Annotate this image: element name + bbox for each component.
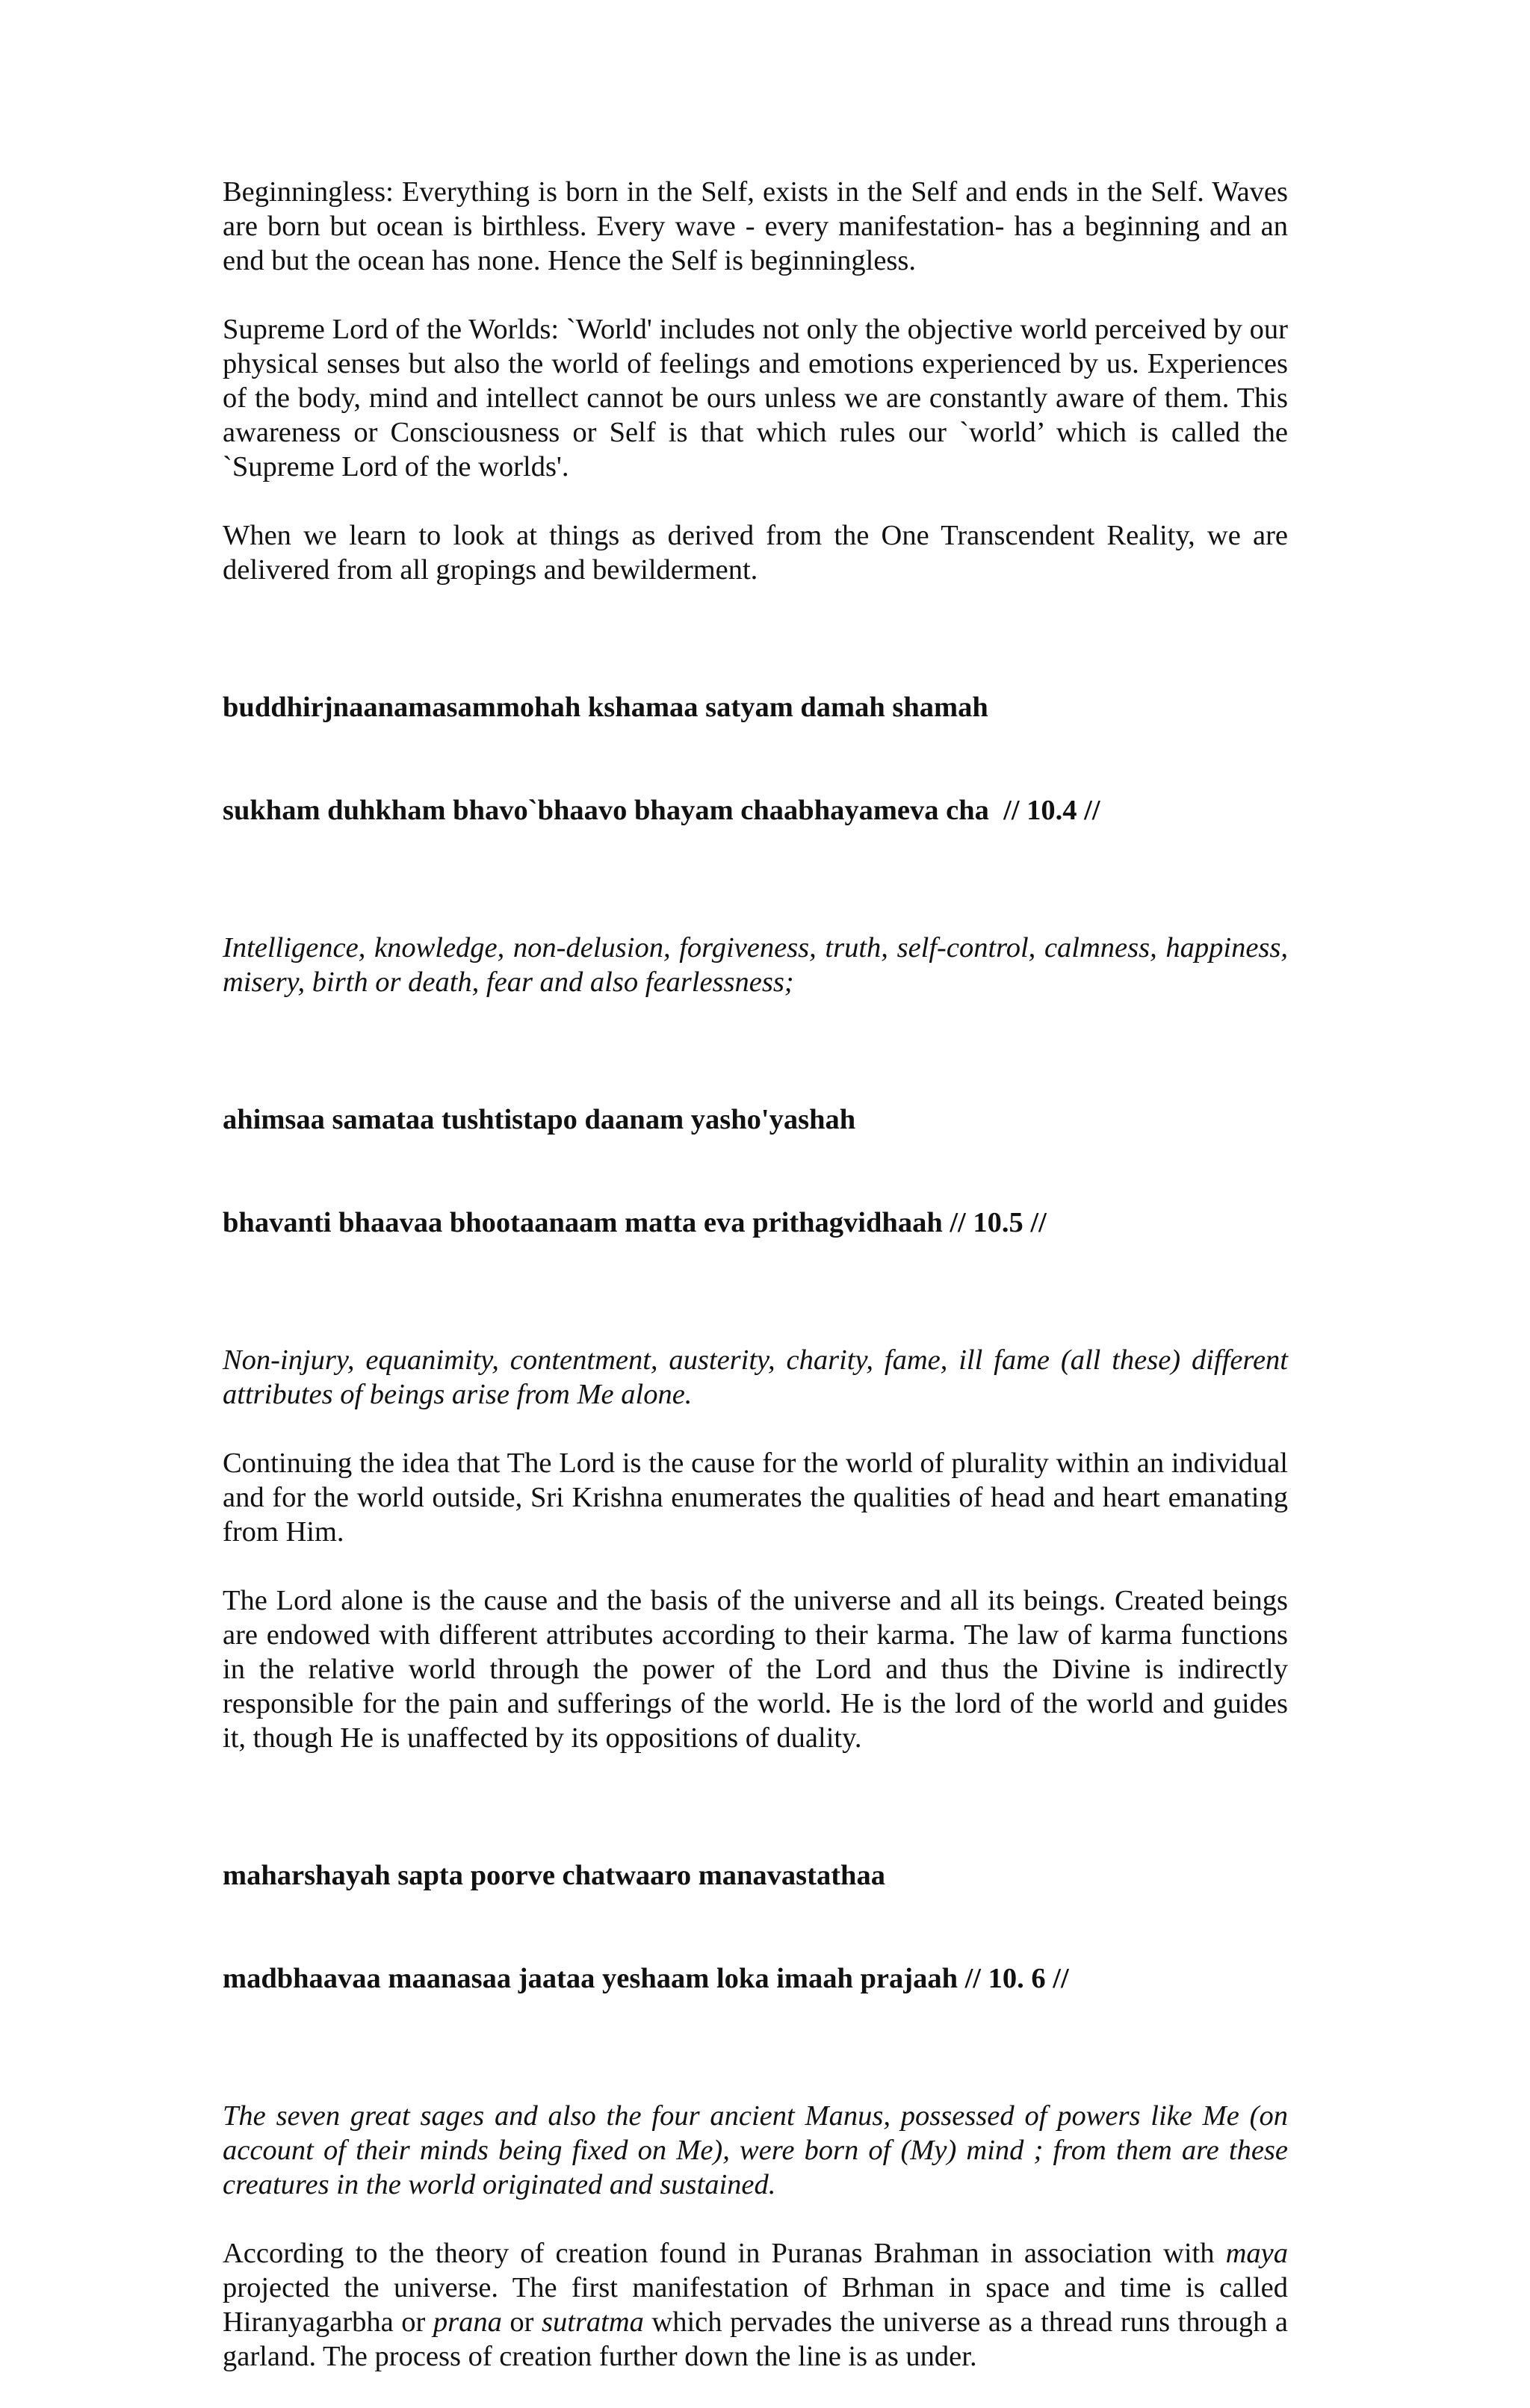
term-maya: maya — [1225, 2238, 1288, 2269]
verse-10-5 — [223, 1034, 1288, 1309]
translation-10-6: The seven great sages and also the four ancient Manus, possessed of powers like Me (on account of their minds being fixed on Me), were born of (My) mind ; from them are these creatures in the world originated and sustained. — [223, 2100, 1288, 2200]
paragraph-supreme-lord: Supreme Lord of the Worlds: `World' includes not only the objective world perceived by our physical senses but also the world of feelings and emotions experienced by us. Experiences of the body, mind and intellect cannot be ours unless we are constantly aware of them. This awareness or Consciousness or Self is that which rules our `world’ which is called the `Supreme Lord of the worlds'. — [223, 314, 1288, 482]
verse-line: bhavanti bhaavaa bhootaanaam matta eva prithagvidhaah // 10.5 // — [223, 1207, 1047, 1238]
verse-line: madbhaavaa maanasaa jaataa yeshaam loka imaah prajaah // 10. 6 // — [223, 1963, 1069, 1994]
verse-line: maharshayah sapta poorve chatwaaro manavastathaa — [223, 1860, 885, 1891]
verse-line: ahimsaa samataa tushtistapo daanam yasho'yashah — [223, 1104, 856, 1135]
paragraph-lord-cause: The Lord alone is the cause and the basis of the universe and all its beings. Created beings are endowed with different attributes according to their karma. The law of karma functions in the relative world through the power of the Lord and thus the Divine is indirectly responsible for the pain and sufferings of the world. He is the lord of the world and guides it, though He is unaffected by its oppositions of duality. — [223, 1585, 1288, 1754]
verse-10-6 — [223, 1790, 1288, 2064]
text-run: According to the theory of creation found in Puranas Brahman in association with — [223, 2238, 1226, 2269]
term-prana: prana — [433, 2306, 502, 2338]
translation-10-5: Non-injury, equanimity, contentment, austerity, charity, fame, ill fame (all these) different attributes of beings arise from Me alone. — [223, 1344, 1288, 1410]
translation-10-4: Intelligence, knowledge, non-delusion, forgiveness, truth, self-control, calmness, happiness, misery, birth or death, fear and also fearlessness; — [223, 932, 1288, 998]
text-run: projected the universe. The first manifestation of Brhman in space and time is called Hiranyagarbha or — [223, 2272, 1288, 2338]
term-sutratma: sutratma — [541, 2306, 644, 2338]
verse-line: buddhirjnaanamasammohah kshamaa satyam damah shamah — [223, 692, 988, 723]
document-page — [223, 175, 1288, 2408]
paragraph-transcendent-reality: When we learn to look at things as derived from the One Transcendent Reality, we are delivered from all gropings and bewilderment. — [223, 520, 1288, 586]
text-run: which pervades the universe as a thread runs through a garland. The process of creation further down the line is as under. — [223, 2306, 1288, 2372]
text-run: or — [501, 2306, 542, 2338]
paragraph-continuing-idea: Continuing the idea that The Lord is the cause for the world of plurality within an individual and for the world outside, Sri Krishna enumerates the qualities of head and heart emanating from Him. — [223, 1447, 1288, 1548]
paragraph-beginningless: Beginningless: Everything is born in the Self, exists in the Self and ends in the Self. Waves are born but ocean is birthless. Every wave - every manifestation- has a beginning and an end but the ocean has none. Hence the Self is beginningless. — [223, 176, 1288, 276]
paragraph-theory-of-creation — [223, 2236, 1288, 2374]
verse-line: sukham duhkham bhavo`bhaavo bhayam chaabhayameva cha // 10.4 // — [223, 795, 1100, 826]
verse-10-4 — [223, 621, 1288, 896]
